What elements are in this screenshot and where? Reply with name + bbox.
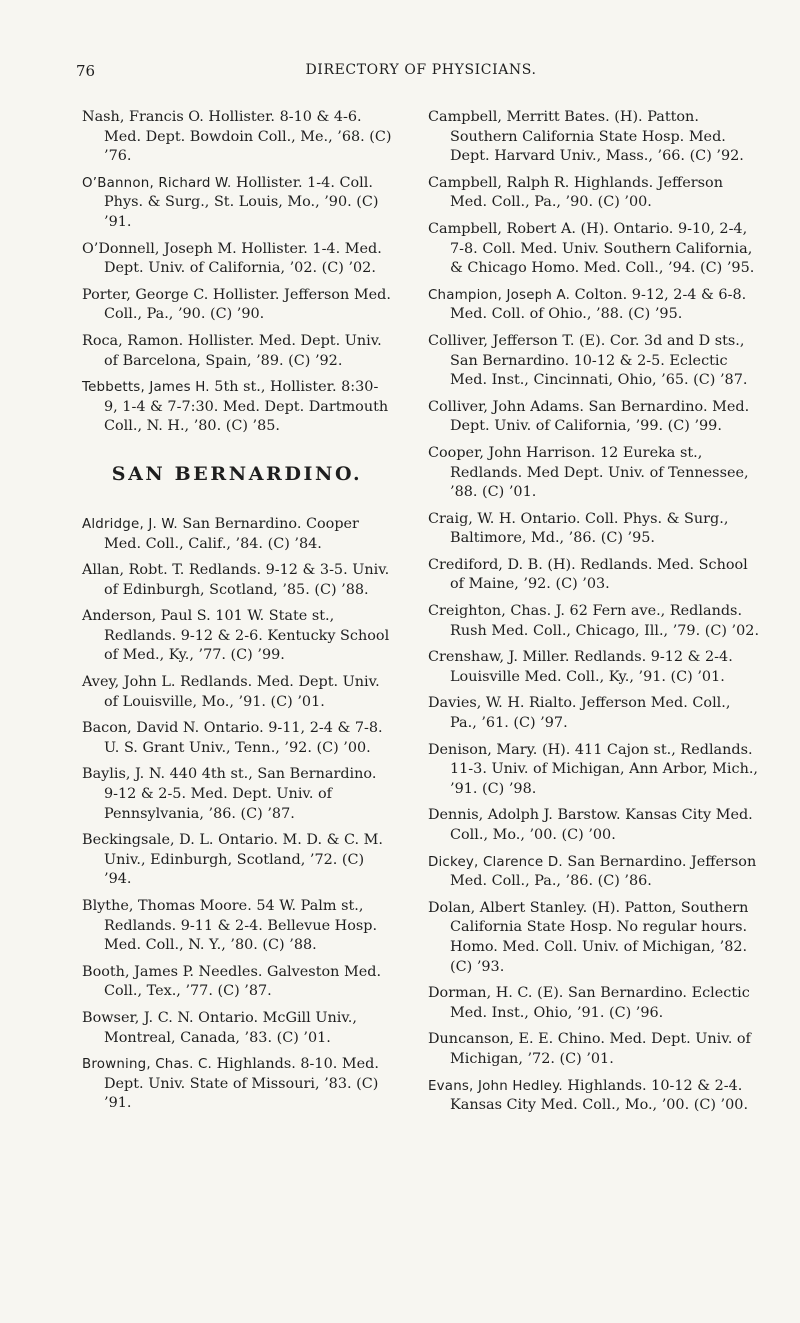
directory-entry [428, 108, 760, 167]
directory-entry [82, 765, 392, 824]
physician-name: Tebbetts, James H. [82, 380, 210, 396]
entry-details: Highlands. 10-12 & 2-4. Kansas City Med. Coll., Mo., ’00. (C) ’00. [450, 1077, 749, 1114]
entry-details: (H). Patton. Southern California State Hosp. Med. Dept. Harvard Univ., Mass., ’66. (C) ’92. [450, 109, 744, 165]
entry-details: Ontario. 9-11, 2-4 & 7-8. U. S. Grant Univ., Tenn., ’92. (C) ’00. [104, 720, 383, 756]
physician-name: Duncanson, E. E. [428, 1031, 554, 1048]
physician-name: Colliver, Jefferson T. [428, 332, 575, 349]
entry-details: 101 W. State st., Redlands. 9-12 & 2-6. Kentucky School of Med., Ky., ’77. (C) ’99. [104, 608, 390, 664]
entry-details: (H). 411 Cajon st., Redlands. 11-3. Univ. of Michigan, Ann Arbor, Mich., ’91. (C) ’98. [450, 741, 758, 797]
directory-entry [428, 899, 760, 977]
directory-entry [428, 444, 760, 503]
entry-details: Redlands. 9-12 & 2-4. Louisville Med. Coll., Ky., ’91. (C) ’01. [450, 649, 733, 685]
directory-entry [82, 1055, 392, 1114]
entry-details: Ontario. Coll. Phys. & Surg., Baltimore, Md., ’86. (C) ’95. [450, 510, 729, 547]
physician-name: Champion, Joseph A. [428, 287, 571, 303]
running-head: DIRECTORY OF PHYSICIANS. [305, 62, 537, 78]
directory-entry [82, 515, 392, 554]
physician-name: O’Bannon, Richard W. [82, 175, 232, 191]
entries-after [82, 515, 392, 1114]
entry-details: Hollister. 1-4. Coll. Phys. & Surg., St. Louis, Mo., ’90. (C) ’91. [104, 174, 379, 230]
physician-name: Avey, John L. [82, 674, 176, 691]
physician-name: Craig, W. H. [428, 510, 516, 527]
directory-entry [82, 332, 392, 371]
physician-name: Baylis, J. N. [82, 766, 166, 783]
directory-entry [82, 719, 392, 758]
entry-details: (E). Cor. 3d and D sts., San Bernardino. 10-12 & 2-5. Eclectic Med. Inst., Cincinnati, Ohio, ’65. (C) ’87. [450, 332, 748, 389]
directory-entry [82, 963, 392, 1002]
directory-entry [428, 741, 760, 800]
directory-entry [82, 286, 392, 325]
physician-name: Bacon, David N. [82, 720, 200, 737]
page-header [76, 62, 766, 84]
entry-details: Highlands. Jefferson Med. Coll., Pa., ’90. (C) ’00. [450, 174, 723, 211]
directory-entry [428, 694, 760, 733]
directory-entry [428, 1030, 760, 1069]
directory-entry [428, 806, 760, 845]
directory-entry [82, 174, 392, 233]
directory-entry [82, 561, 392, 600]
right-column [428, 108, 760, 1123]
entry-details: (H). Patton, Southern California State Hosp. No regular hours. Homo. Med. Coll. Univ. of Michigan, ’82. (C) ’93. [450, 899, 749, 975]
physician-name: Creighton, Chas. J. [428, 603, 565, 620]
directory-entry [82, 108, 392, 167]
directory-entry [428, 984, 760, 1023]
entry-details: 440 4th st., San Bernardino. 9-12 & 2-5. Med. Dept. Univ. of Pennsylvania, ’86. (C) ’87. [104, 766, 377, 822]
directory-entry [428, 220, 760, 279]
physician-name: Allan, Robt. T. [82, 562, 185, 579]
entry-details: Needles. Galveston Med. Coll., Tex., ’77. (C) ’87. [104, 963, 382, 1000]
directory-entry [428, 332, 760, 391]
entry-details: San Bernardino. Jefferson Med. Coll., Pa., ’86. (C) ’86. [450, 853, 757, 890]
physician-name: Denison, Mary. [428, 741, 538, 758]
physician-name: Dolan, Albert Stanley. [428, 899, 588, 916]
entry-details: Highlands. 8-10. Med. Dept. Univ. State of Missouri, ’83. (C) ’91. [104, 1056, 379, 1112]
directory-entry [428, 648, 760, 687]
physician-name: Crenshaw, J. Miller. [428, 649, 570, 666]
directory-entry [428, 1077, 760, 1116]
entry-details: 54 W. Palm st., Redlands. 9-11 & 2-4. Bellevue Hosp. Med. Coll., N. Y., ’80. (C) ’88. [104, 898, 378, 954]
entries-right [428, 108, 760, 1116]
physician-name: Nash, Francis O. [82, 109, 204, 125]
directory-entry [82, 831, 392, 890]
entries-before [82, 108, 392, 437]
physician-name: Campbell, Ralph R. [428, 174, 570, 191]
directory-entry [82, 240, 392, 279]
physician-name: Roca, Ramon. [82, 332, 184, 349]
physician-name: Porter, George C. [82, 286, 209, 303]
physician-name: Browning, Chas. C. [82, 1057, 212, 1073]
physician-name: Anderson, Paul S. [82, 608, 211, 625]
entry-details: Barstow. Kansas City Med. Coll., Mo., ’00. (C) ’00. [450, 807, 753, 843]
physician-name: Evans, John Hedley. [428, 1078, 563, 1094]
directory-entry [82, 673, 392, 712]
entry-details: San Bernardino. Med. Dept. Univ. of California, ’99. (C) ’99. [450, 398, 750, 435]
entry-details: 12 Eureka st., Redlands. Med Dept. Univ. of Tennessee, ’88. (C) ’01. [450, 444, 749, 501]
directory-entry [428, 602, 760, 641]
left-column [82, 108, 392, 1121]
physician-name: Blythe, Thomas Moore. [82, 898, 252, 914]
physician-name: Crediford, D. B. [428, 556, 543, 573]
physician-name: Dorman, H. C. [428, 985, 533, 1002]
entry-details: Hollister. 1-4. Med. Dept. Univ. of California, ’02. (C) ’02. [104, 240, 382, 277]
physician-name: Cooper, John Harrison. [428, 444, 596, 461]
entry-details: (H). Ontario. 9-10, 2-4, 7-8. Coll. Med. Univ. Southern California, & Chicago Homo. Med. Coll., ’94. (C) ’95. [450, 220, 755, 277]
directory-entry [428, 510, 760, 549]
entry-details: Colton. 9-12, 2-4 & 6-8. Med. Coll. of Ohio., ’88. (C) ’95. [450, 286, 747, 323]
directory-entry [428, 556, 760, 595]
entry-details: Chino. Med. Dept. Univ. of Michigan, ’72. (C) ’01. [450, 1031, 751, 1067]
directory-entry [82, 1009, 392, 1048]
physician-name: Beckingsale, D. L. [82, 832, 214, 849]
physician-name: Bowser, J. C. N. [82, 1009, 194, 1026]
physician-name: Colliver, John Adams. [428, 398, 584, 415]
entry-details: Hollister. Jefferson Med. Coll., Pa., ’90. (C) ’90. [104, 286, 391, 323]
physician-name: Dickey, Clarence D. [428, 854, 563, 870]
entry-details: Hollister. Med. Dept. Univ. of Barcelona, Spain, ’89. (C) ’92. [104, 332, 382, 369]
entry-details: (H). Redlands. Med. School of Maine, ’92. (C) ’03. [450, 556, 748, 593]
directory-entry [82, 897, 392, 956]
entry-details: Redlands. Med. Dept. Univ. of Louisville, Mo., ’91. (C) ’01. [104, 674, 380, 710]
physician-name: Campbell, Robert A. [428, 220, 576, 237]
entry-details: Hollister. 8-10 & 4-6. Med. Dept. Bowdoin Coll., Me., ’68. (C) ’76. [104, 109, 392, 165]
entry-details: Rialto. Jefferson Med. Coll., Pa., ’61. (C) ’97. [450, 695, 731, 732]
entry-details: 5th st., Hollister. 8:30-9, 1-4 & 7-7:30. Med. Dept. Dartmouth Coll., N. H., ’80. (C) ’85. [104, 379, 389, 435]
physician-name: Campbell, Merritt Bates. [428, 109, 610, 125]
directory-entry [428, 286, 760, 325]
entry-details: (E). San Bernardino. Eclectic Med. Inst., Ohio, ’91. (C) ’96. [450, 985, 750, 1021]
directory-entry [428, 398, 760, 437]
physician-name: O’Donnell, Joseph M. [82, 240, 237, 257]
entry-details: Redlands. 9-12 & 3-5. Univ. of Edinburgh, Scotland, ’85. (C) ’88. [104, 562, 390, 598]
directory-entry [428, 853, 760, 892]
directory-entry [82, 607, 392, 666]
page-number: 76 [76, 62, 96, 80]
entry-details: San Bernardino. Cooper Med. Coll., Calif., ’84. (C) ’84. [104, 515, 359, 552]
physician-name: Booth, James P. [82, 963, 194, 980]
directory-entry [82, 378, 392, 437]
entry-details: Ontario. McGill Univ., Montreal, Canada, ’83. (C) ’01. [104, 1009, 357, 1046]
physician-name: Davies, W. H. [428, 695, 525, 712]
entry-details: Ontario. M. D. & C. M. Univ., Edinburgh, Scotland, ’72. (C) ’94. [104, 832, 383, 888]
section-heading: SAN BERNARDINO. [111, 462, 363, 485]
entry-details: 62 Fern ave., Redlands. Rush Med. Coll., Chicago, Ill., ’79. (C) ’02. [450, 603, 760, 639]
directory-entry [428, 174, 760, 213]
physician-name: Aldridge, J. W. [82, 516, 178, 532]
physician-name: Dennis, Adolph J. [428, 807, 553, 824]
